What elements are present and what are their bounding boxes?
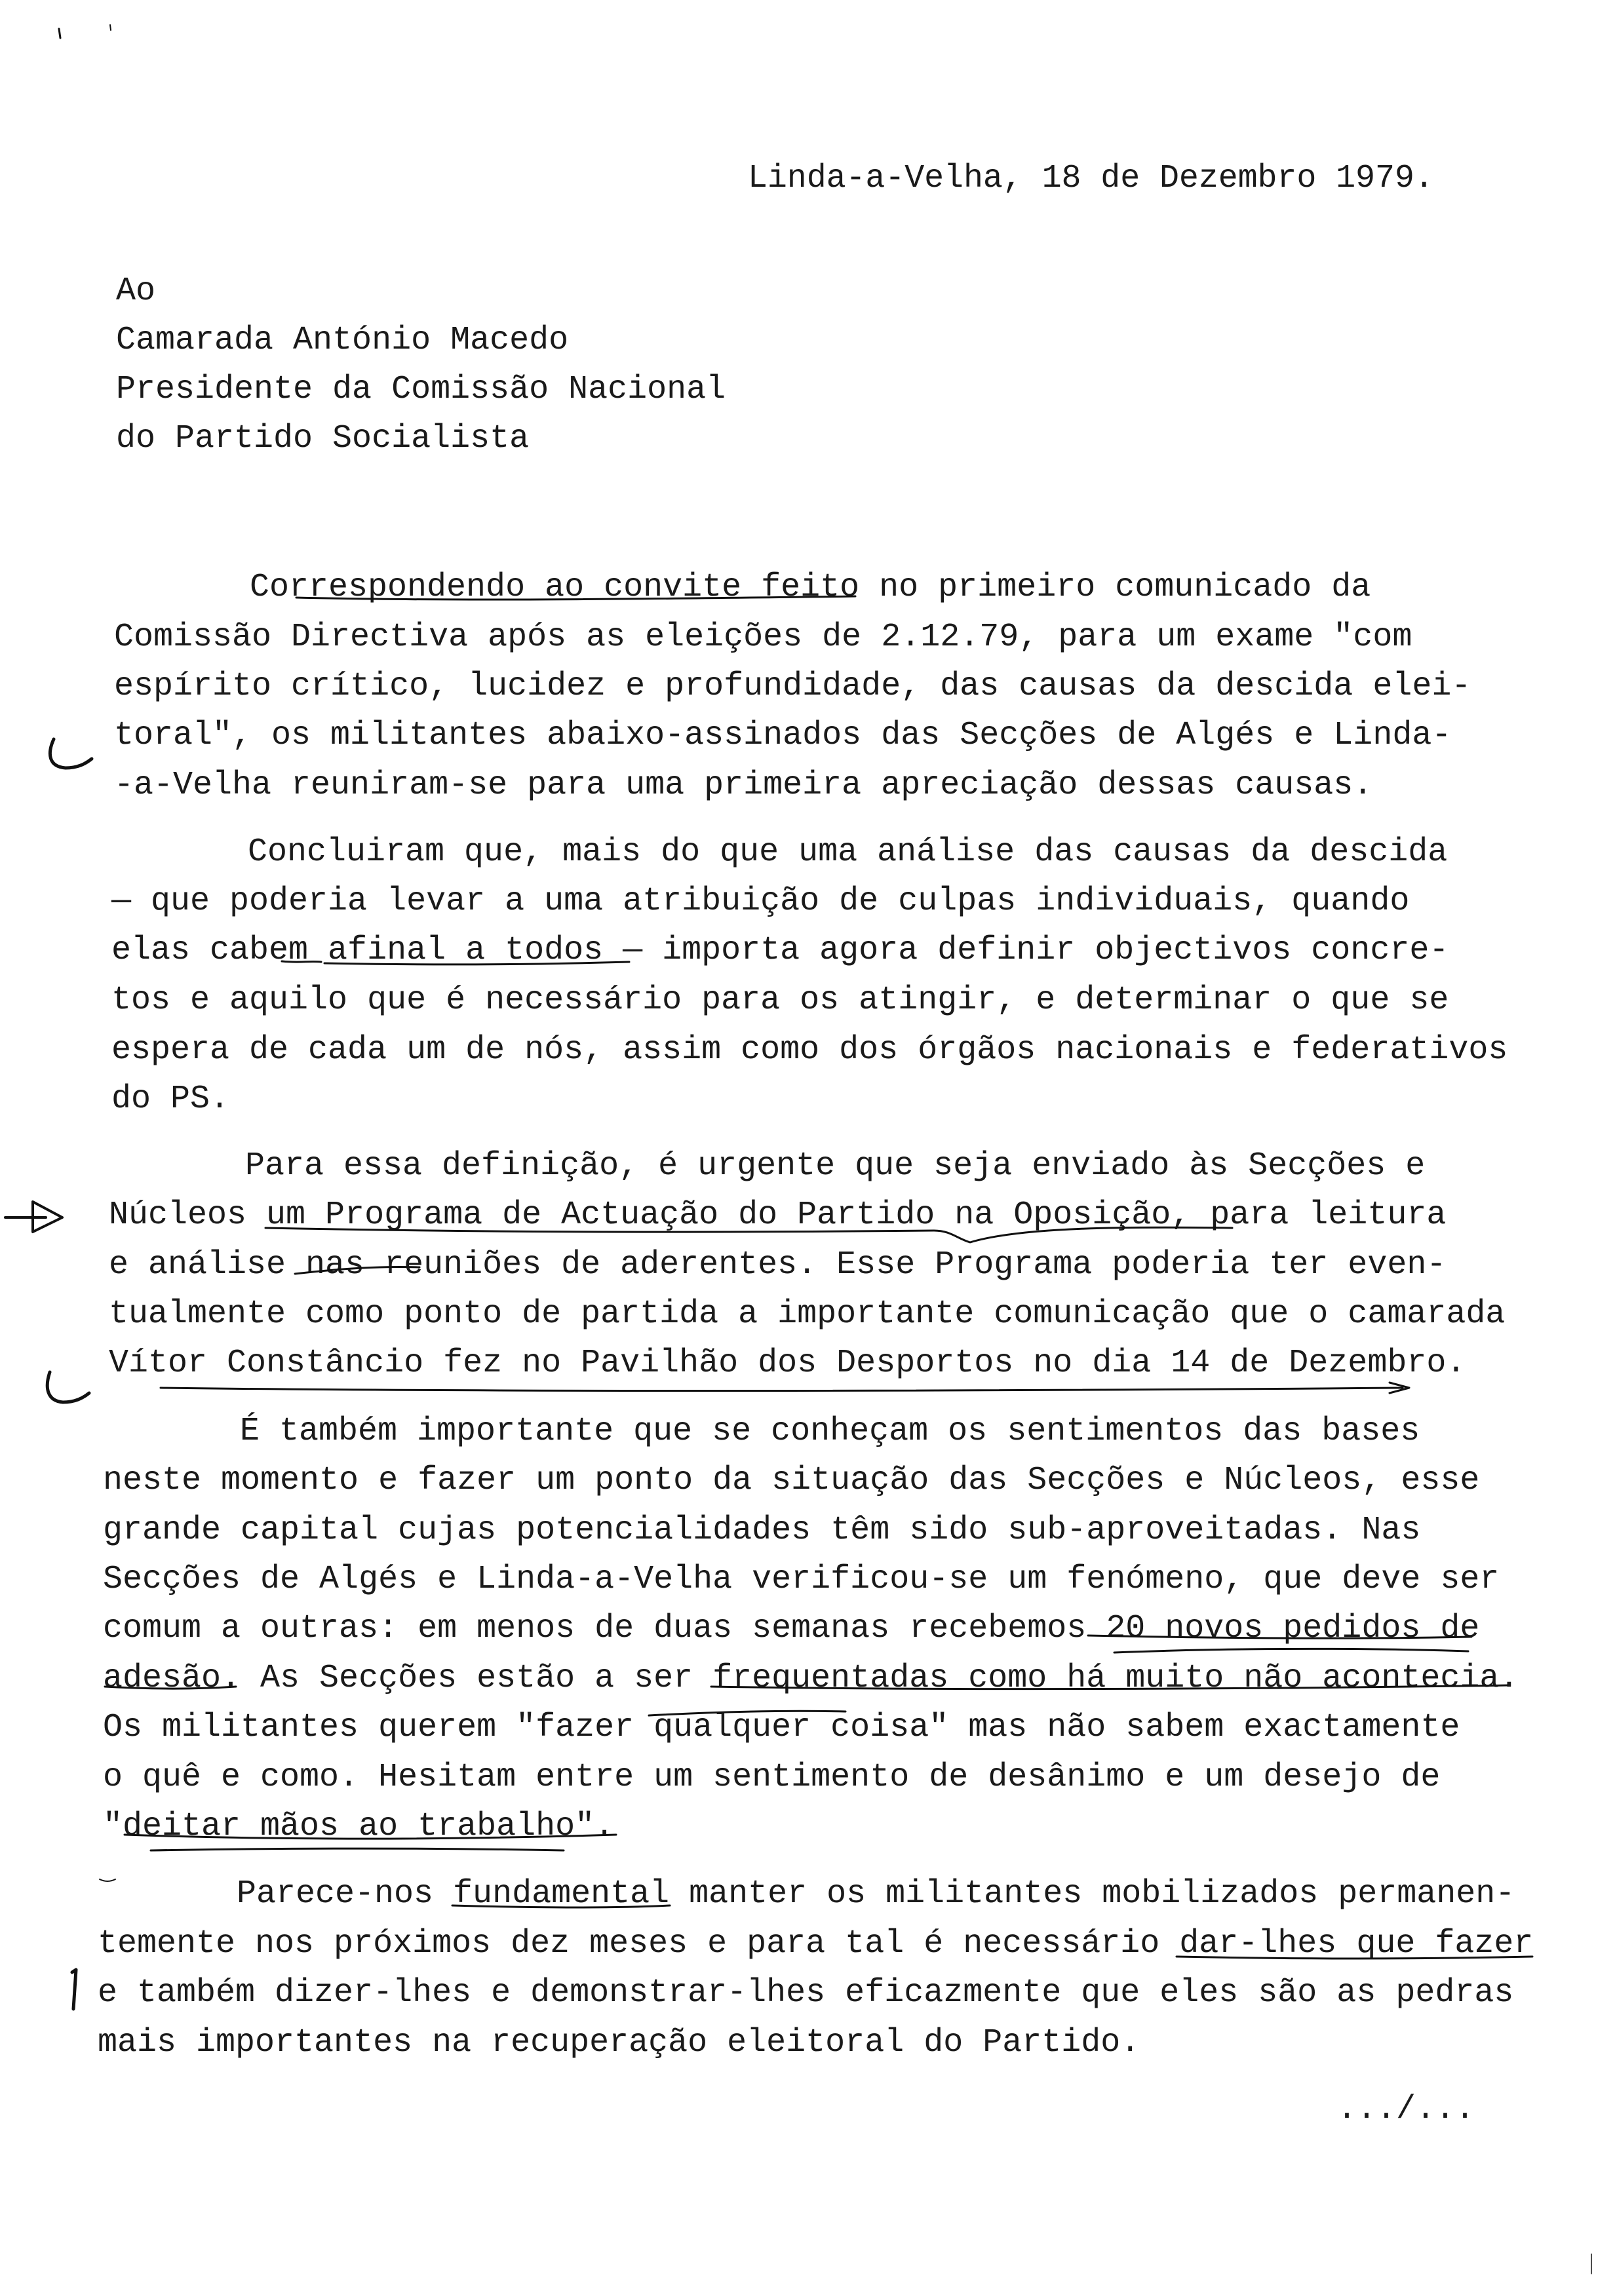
paragraph-1-line-2: Comissão Directiva após as eleições de 2.12.79, para um exame "com (114, 619, 1412, 656)
underline-frequentadas (711, 1685, 1508, 1689)
paragraph-4-line-8: o quê e como. Hesitam entre um sentimento de desânimo e um desejo de (103, 1759, 1441, 1796)
underline-convite (296, 596, 855, 600)
margin-bracket-2 (47, 1372, 89, 1402)
paragraph-2-line-6: do PS. (111, 1081, 230, 1118)
paragraph-4-line-9: "deitar mãos ao trabalho". (103, 1808, 615, 1845)
paragraph-2-line-4: tos e aquilo que é necessário para os atingir, e determinar o que se (111, 982, 1449, 1019)
margin-stroke (72, 1970, 76, 2009)
paragraph-4-line-5: comum a outras: em menos de duas semanas recebemos 20 novos pedidos de (103, 1610, 1480, 1647)
paragraph-3-line-4: tualmente como ponto de partida a importante comunicação que o camarada (109, 1295, 1506, 1333)
recipient-line-2: Camarada António Macedo (116, 322, 569, 359)
corner-mark-2 (110, 25, 111, 30)
continuation-mark: .../... (1337, 2091, 1475, 2128)
paragraph-5-line-3: e também dizer-lhes e demonstrar-lhes eficazmente que eles são as pedras (98, 1974, 1514, 2012)
underline-afinal (282, 961, 321, 962)
recipient-line-4: do Partido Socialista (116, 420, 530, 457)
paragraph-4-line-3: grande capital cujas potencialidades têm sido sub-aproveitadas. Nas (103, 1512, 1421, 1549)
paragraph-1-line-1: Correspondendo ao convite feito no primeiro comunicado da (250, 569, 1371, 606)
paragraph-1-line-3: espírito crítico, lucidez e profundidade, das causas da descida elei- (114, 668, 1471, 705)
underline-deitar (125, 1835, 616, 1839)
paragraph-4-line-7: Os militantes querem "fazer qualquer coisa" mas não sabem exactamente (103, 1709, 1460, 1746)
underline-pedidos-over (1114, 1649, 1468, 1653)
paragraph-3-line-3: e análise nas reuniões de aderentes. Esse Programa poderia ter even- (109, 1246, 1447, 1284)
underline-adesao (105, 1687, 236, 1689)
underline-vitor (161, 1388, 1403, 1391)
paragraph-2-line-5: espera de cada um de nós, assim como dos órgãos nacionais e federativos (111, 1031, 1508, 1069)
paragraph-4-line-1: É também importante que se conheçam os sentimentos das bases (240, 1413, 1420, 1450)
underline-pedidos (1088, 1636, 1471, 1638)
underline-deitar-2 (151, 1848, 564, 1850)
paragraph-1-line-5: -a-Velha reuniram-se para uma primeira apreciação dessas causas. (114, 767, 1373, 804)
paragraph-2-line-2: — que poderia levar a uma atribuição de culpas individuais, quando (111, 883, 1410, 920)
corner-mark (59, 29, 60, 38)
paragraph-4-line-6: adesão. As Secções estão a ser frequentadas como há muito não acontecia. (103, 1660, 1519, 1697)
paragraph-3-line-2: Núcleos um Programa de Actuação do Partido na Oposição, para leitura (109, 1196, 1447, 1234)
underline-programa (265, 1227, 1232, 1242)
margin-bracket-1 (50, 739, 92, 768)
paragraph-5-line-1: Parece-nos fundamental manter os militantes mobilizados permanen- (237, 1875, 1515, 1913)
paragraph-2-line-1: Concluiram que, mais do que uma análise das causas da descida (248, 833, 1448, 871)
small-mark (100, 1879, 115, 1881)
paragraph-5-line-2: temente nos próximos dez meses e para tal é necessário dar-lhes que fazer (98, 1925, 1534, 1962)
recipient-line-3: Presidente da Comissão Nacional (116, 371, 726, 408)
paragraph-4-line-2: neste momento e fazer um ponto da situação das Secções e Núcleos, esse (103, 1462, 1480, 1499)
paragraph-3-line-1: Para essa definição, é urgente que seja enviado às Secções e (245, 1147, 1426, 1185)
underline-qualquer (649, 1711, 846, 1715)
paragraph-1-line-4: toral", os militantes abaixo-assinados das Secções de Algés e Linda- (114, 717, 1452, 754)
underline-dar-lhes (1177, 1957, 1532, 1959)
paragraph-5-line-4: mais importantes na recuperação eleitoral do Partido. (98, 2024, 1140, 2061)
underline-fundamental (452, 1905, 670, 1907)
paragraph-4-line-4: Secções de Algés e Linda-a-Velha verificou-se um fenómeno, que deve ser (103, 1561, 1500, 1598)
paragraph-3-line-5: Vítor Constâncio fez no Pavilhão dos Desportos no dia 14 de Dezembro. (109, 1345, 1466, 1382)
paragraph-2-line-3: elas cabem afinal a todos — importa agora definir objectivos concre- (111, 932, 1449, 969)
underline-afinal-2 (324, 962, 629, 965)
date-line: Linda-a-Velha, 18 de Dezembro 1979. (748, 160, 1434, 197)
underline-analise (295, 1267, 419, 1274)
recipient-line-1: Ao (116, 273, 156, 310)
